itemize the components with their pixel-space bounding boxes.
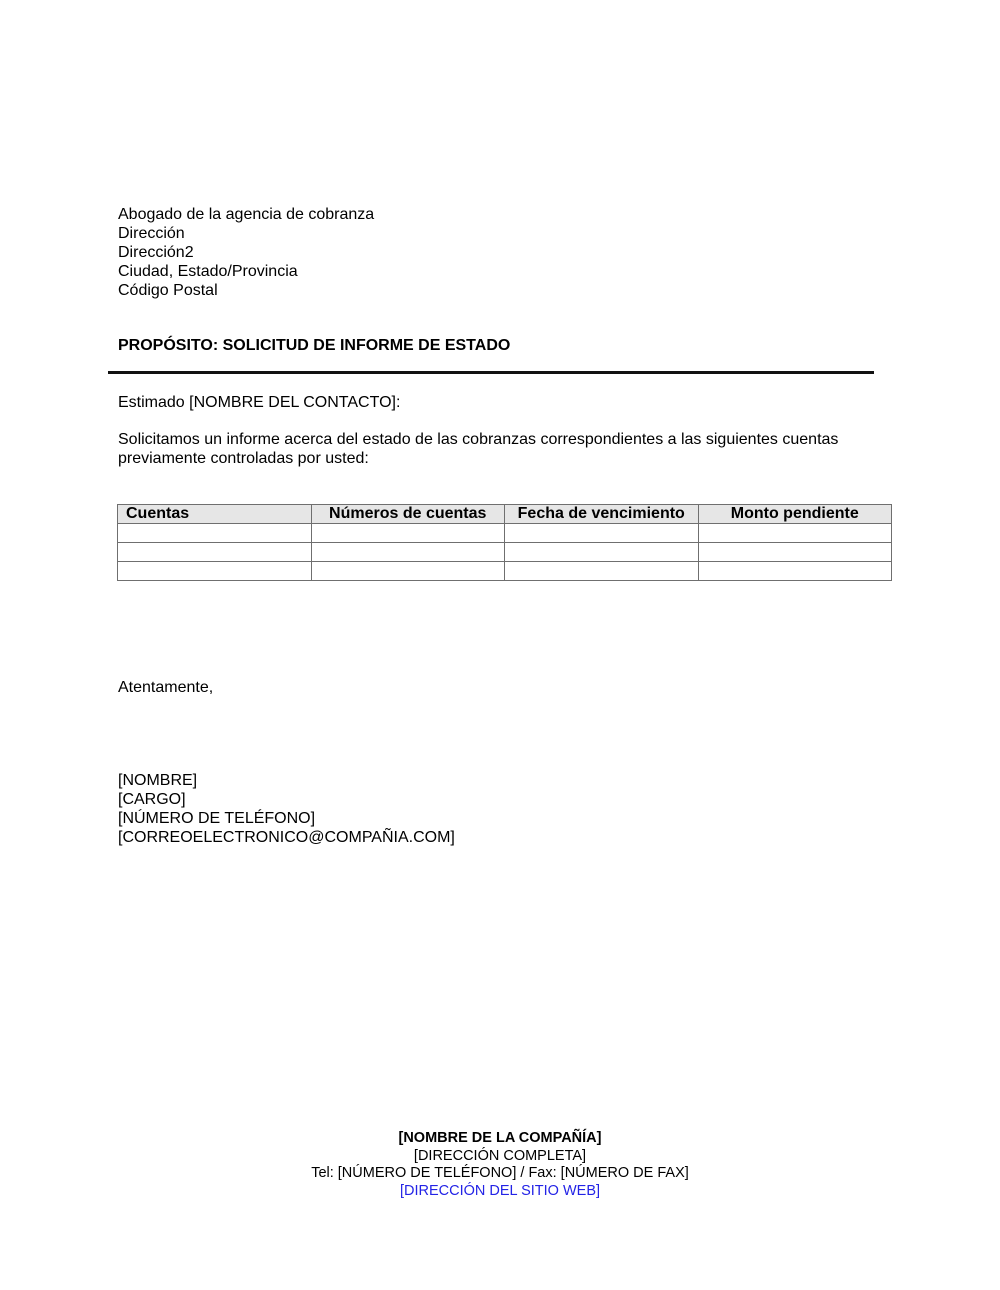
signer-email: [CORREOELECTRONICO@COMPAÑIA.COM] [118, 829, 455, 846]
table-cell [505, 543, 699, 562]
table-cell [311, 543, 505, 562]
table-header-row [118, 505, 892, 524]
table-row [118, 562, 892, 581]
table-cell [698, 562, 892, 581]
body-paragraph [118, 430, 878, 468]
signer-name: [NOMBRE] [118, 772, 198, 789]
table-cell [118, 543, 312, 562]
footer-address: [DIRECCIÓN COMPLETA] [413, 1147, 587, 1164]
salutation [118, 393, 400, 412]
recipient-name: Abogado de la agencia de cobranza [118, 206, 375, 223]
recipient-postal-code: Código Postal [118, 282, 218, 299]
signer-phone: [NÚMERO DE TELÉFONO] [118, 810, 316, 827]
closing-text: Atentamente, [118, 679, 214, 696]
salutation-text: Estimado [NOMBRE DEL CONTACTO]: [118, 394, 401, 411]
signature-block [118, 771, 455, 847]
table-cell [118, 524, 312, 543]
column-header-outstanding-amount: Monto pendiente [698, 505, 892, 524]
table-row [118, 524, 892, 543]
purpose-heading: PROPÓSITO: SOLICITUD DE INFORME DE ESTADO [118, 337, 511, 354]
table-cell [505, 562, 699, 581]
table-cell [311, 562, 505, 581]
company-footer [0, 1130, 1000, 1200]
closing [118, 678, 213, 697]
table-cell [311, 524, 505, 543]
table-cell [698, 543, 892, 562]
signer-title: [CARGO] [118, 791, 186, 808]
body-text: Solicitamos un informe acerca del estado de las cobranzas correspondientes a las siguientes cuentas previamente controladas por usted: [118, 431, 839, 467]
recipient-city-state: Ciudad, Estado/Provincia [118, 263, 298, 280]
column-header-accounts: Cuentas [118, 505, 312, 524]
recipient-address-block [118, 205, 374, 300]
horizontal-rule [108, 371, 874, 374]
table-cell [698, 524, 892, 543]
recipient-address-2: Dirección2 [118, 244, 194, 261]
column-header-account-numbers: Números de cuentas [311, 505, 505, 524]
table-cell [118, 562, 312, 581]
footer-website-link[interactable]: [DIRECCIÓN DEL SITIO WEB] [399, 1182, 601, 1199]
recipient-address-1: Dirección [118, 225, 185, 242]
footer-company-name: [NOMBRE DE LA COMPAÑÍA] [398, 1130, 602, 1146]
table-cell [505, 524, 699, 543]
column-header-due-date: Fecha de vencimiento [505, 505, 699, 524]
accounts-table [117, 504, 892, 581]
table-row [118, 543, 892, 562]
footer-contact: Tel: [NÚMERO DE TELÉFONO] / Fax: [NÚMERO DE FAX] [311, 1165, 689, 1181]
